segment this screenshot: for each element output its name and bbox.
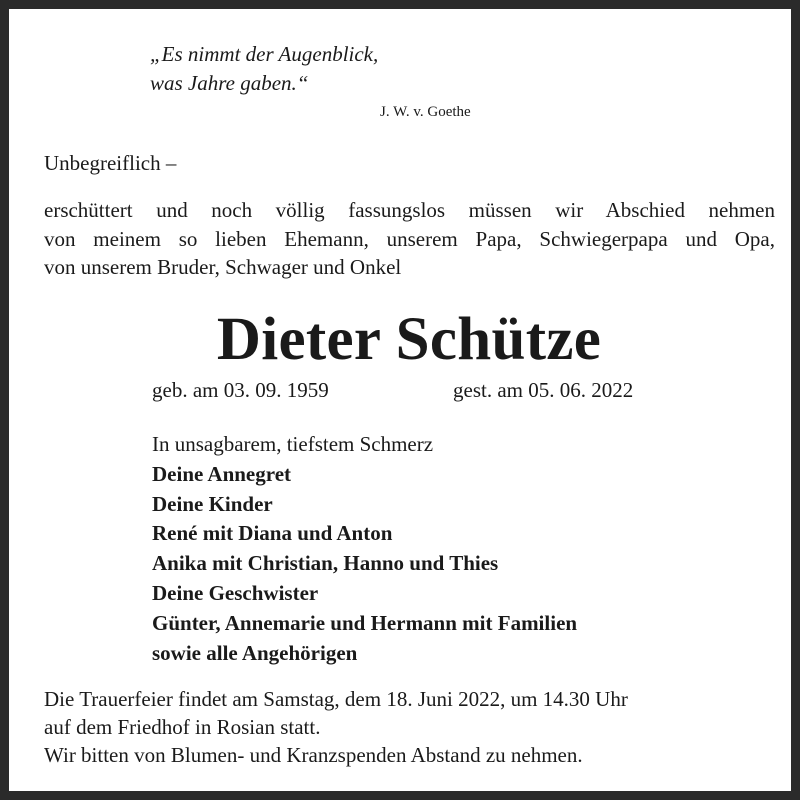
mourner-line: Günter, Annemarie und Hermann mit Familien: [152, 610, 578, 635]
mourners-block: [152, 430, 577, 668]
mourner-line: René mit Diana und Anton: [152, 521, 393, 546]
mourner-line: Deine Kinder: [152, 491, 273, 516]
funeral-notice-line-3: Wir bitten von Blumen- und Kranzspenden Abstand zu nehmen.: [44, 743, 583, 767]
mourner-line: Deine Geschwister: [152, 580, 319, 605]
funeral-notice-line-2: auf dem Friedhof in Rosian statt.: [44, 715, 321, 739]
mourner-line: Anika mit Christian, Hanno und Thies: [152, 551, 499, 576]
mourners-intro: In unsagbarem, tiefstem Schmerz: [152, 432, 434, 456]
deceased-name: Dieter Schütze: [216, 306, 602, 373]
mourner-line: Deine Annegret: [152, 461, 292, 486]
intro-text: Unbegreiflich –: [44, 151, 177, 175]
message-paragraph: [44, 196, 775, 282]
quote-line-2: was Jahre gaben.“: [150, 71, 309, 95]
death-date: gest. am 05. 06. 2022: [453, 378, 634, 402]
quote-author: J. W. v. Goethe: [380, 104, 471, 120]
message-line-2: von meinem so lieben Ehemann, unserem Papa, Schwiegerpapa und Opa,: [44, 226, 775, 251]
message-line-1: erschüttert und noch völlig fassungslos müssen wir Abschied nehmen: [44, 198, 775, 222]
birth-date: geb. am 03. 09. 1959: [152, 378, 329, 402]
quote-line-1: „Es nimmt der Augenblick,: [150, 42, 379, 66]
funeral-notice: [44, 685, 628, 769]
mourner-line: sowie alle Angehörigen: [152, 640, 358, 665]
funeral-notice-line-1: Die Trauerfeier findet am Samstag, dem 18. Juni 2022, um 14.30 Uhr: [44, 687, 628, 711]
message-line-3: von unserem Bruder, Schwager und Onkel: [44, 255, 402, 279]
